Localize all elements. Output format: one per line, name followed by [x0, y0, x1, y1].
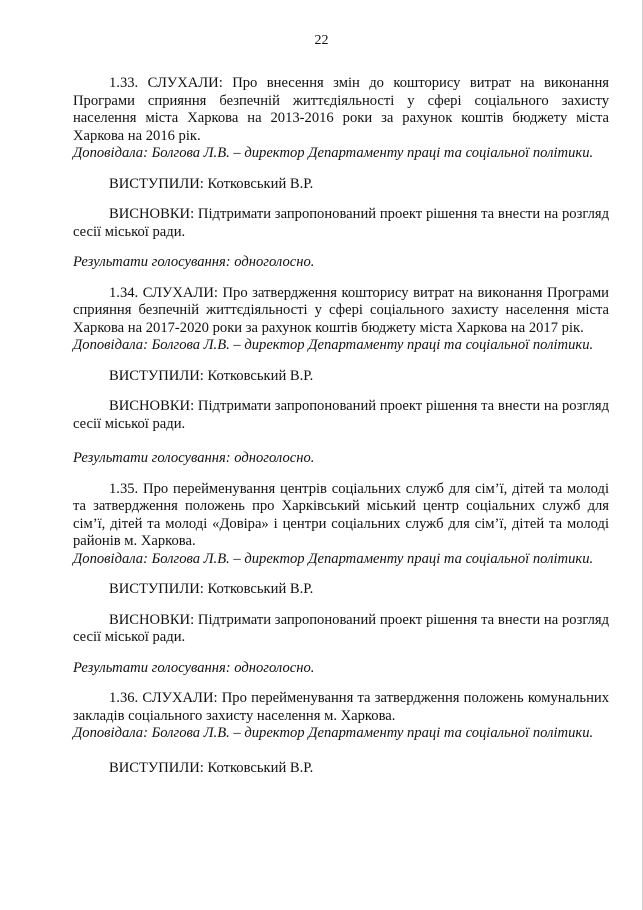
- agenda-item-1-34: [73, 285, 609, 468]
- agenda-item-1-33: [73, 75, 609, 272]
- item-number-heard: 1.36. СЛУХАЛИ:: [109, 690, 218, 706]
- item-vote: Результати голосування: одноголосно.: [73, 450, 315, 466]
- item-number-heard: 1.33. СЛУХАЛИ:: [109, 75, 223, 91]
- item-heard-paragraph: [73, 481, 609, 551]
- item-vote: Результати голосування: одноголосно.: [73, 659, 315, 676]
- item-spoke: ВИСТУПИЛИ: Котковський В.Р.: [109, 581, 314, 597]
- document-body: [73, 75, 609, 777]
- item-heard-paragraph: [73, 285, 609, 338]
- item-text: Про затвердження кошторису витрат на виконання Програми сприяння безпечній життєдіяльності у сфері соціального захисту населення міста Харкова на 2017-2020 роки за рахунок коштів бюджету міста Харкова на 2017 рік.: [73, 284, 609, 336]
- page-number: 22: [314, 33, 329, 48]
- item-speaker: Доповідала: Болгова Л.В. – директор Департаменту праці та соціальної політики.: [73, 550, 594, 567]
- item-text: Про внесення змін до кошторису витрат на виконання Програми сприяння безпечній життєдіяльності у сфері соціального захисту населення міста Харкова на 2013-2016 роки за рахунок коштів бюджету міста Харкова на 2016 рік.: [73, 75, 609, 144]
- item-heard-paragraph: [73, 75, 609, 145]
- item-spoke: ВИСТУПИЛИ: Котковський В.Р.: [109, 175, 314, 192]
- item-spoke: ВИСТУПИЛИ: Котковський В.Р.: [109, 759, 314, 776]
- item-speaker: Доповідала: Болгова Л.В. – директор Департаменту праці та соціальної політики.: [73, 725, 594, 741]
- item-number-heard: 1.35.: [109, 480, 139, 497]
- item-conclusion: ВИСНОВКИ: Підтримати запропонований проект рішення та внести на розгляд сесії міської ради.: [73, 206, 609, 240]
- item-conclusion: ВИСНОВКИ: Підтримати запропонований проект рішення та внести на розгляд сесії міської ради.: [73, 398, 609, 432]
- item-spoke: ВИСТУПИЛИ: Котковський В.Р.: [109, 367, 314, 384]
- item-speaker: Доповідала: Болгова Л.В. – директор Департаменту праці та соціальної політики.: [73, 145, 594, 161]
- item-conclusion: ВИСНОВКИ: Підтримати запропонований проект рішення та внести на розгляд сесії міської ради.: [73, 611, 609, 645]
- item-heard-paragraph: [73, 690, 609, 725]
- item-speaker: Доповідала: Болгова Л.В. – директор Департаменту праці та соціальної політики.: [73, 337, 594, 353]
- item-number-heard: 1.34. СЛУХАЛИ:: [109, 284, 218, 301]
- agenda-item-1-35: [73, 481, 609, 678]
- item-text: Про перейменування центрів соціальних служб для сім’ї, дітей та молоді та затвердження положень про Харківський міський центр соціальних служб для сім’ї, дітей та молоді «Довіра» і центри соціальних служб для сім’ї, дітей та молоді районів м. Харкова.: [73, 480, 609, 549]
- item-text: Про перейменування та затвердження положень комунальних закладів соціального захисту населення м. Харкова.: [73, 690, 609, 724]
- agenda-item-1-36: [73, 690, 609, 777]
- item-vote: Результати голосування: одноголосно.: [73, 254, 315, 270]
